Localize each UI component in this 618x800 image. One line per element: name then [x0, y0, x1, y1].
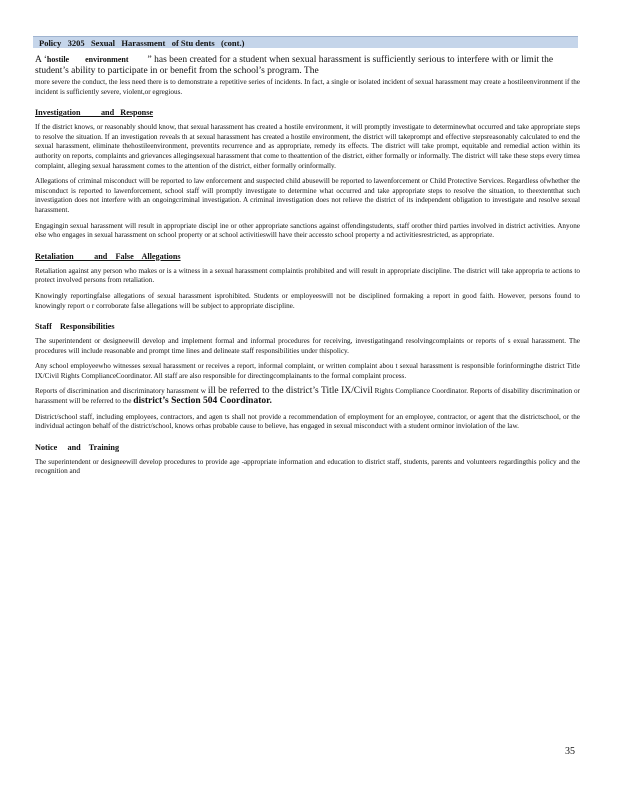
section-heading-notice: Notice and Training — [35, 442, 120, 452]
retaliation-paragraph-1: Retaliation against any person who makes or is a witness in a sexual harassment complaintis prohibited and will result in appropriate discipline. The district will take appropria te actions to protect involved persons from retaliation. — [35, 266, 580, 285]
reports-text-2: ill be referred to the district’s Title IX/Civil — [207, 386, 373, 397]
reports-text-1: Reports of discrimination and discriminatory harassment w — [35, 387, 206, 396]
section-heading-investigation: Investigation and Response — [35, 108, 154, 118]
staff-paragraph-1: The superintendent or designeewill develop and implement formal and informal procedures for receiving, investigatingand resolvingcomplaints or reports of s exual harassment. The procedures will include reasonable and prompt time lines and delineate staff responsibilities under thispolicy. — [35, 337, 580, 355]
investigation-paragraph-1: If the district knows, or reasonably should know, that sexual harassment has created a hostile environment, it will promptly investigate to determinewhat occurred and take appropriate steps to resolve the situation. If an investigation reveals th at sexual harassment has created a hostile environment, the district will takeprompt and effective stepsreasonably calculated to end the sexual harassment, eliminate thehostileenvironment, preventits recurrence and as appropriate, remedy its effects. The district will take prompt, equitable and remedial action within its authority on reports, complaints and grievances allegingsexual harassment that come to theattention of the district, either formally or informally. The district will take these steps every timea complaint, alleging sexual harassment comes to the attention of the district, either formally orinformally. — [35, 123, 580, 170]
intro-lead-rest: ” has been created for a student when sexual harassment is sufficiently serious to interfere with or limit the student’s ability to participate in or benefit from the school’s program. The — [35, 55, 556, 76]
intro-paragraph: more severe the conduct, the less need there is to demonstrate a repetitive series of incidents. In fact, a single or isolated incident of sexual harassment may create a hostileenvironment if the incident is sufficiently severe, violent,or egregious. — [35, 78, 580, 96]
intro-lead — [35, 54, 580, 77]
policy-header: Policy 3205 Sexual Harassment of Stu dents (cont.) — [33, 36, 578, 48]
reports-paragraph — [35, 387, 580, 406]
investigation-paragraph-3: Engagingin sexual harassment will result in appropriate discipl ine or other appropriate sanctions against offendingstudents, staff orother third parties involved in district activities. Anyone else who engages in sexual harassment on school property or at school activitieswill have their accessto school property a nd activitiesrestricted, as appropriate. — [35, 221, 580, 240]
reports-text-4: district’s Section 504 Coordinator. — [133, 396, 272, 407]
intro-lead-prefix: A ‘ — [35, 55, 47, 65]
notice-paragraph: The superintendent or designeewill develop procedures to provide age -appropriate information and education to district staff, students, parents and volunteers regardingthis policy and the recognition and — [35, 457, 580, 476]
document-body — [35, 54, 580, 483]
section-heading-staff: Staff Responsibilities — [35, 322, 115, 332]
retaliation-paragraph-2: Knowingly reportingfalse allegations of sexual harassment isprohibited. Students or employeeswill not be disciplined formaking a report in good faith. However, persons found to knowingly report o r corroborate false allegations will be subject to appropriate discipline. — [35, 291, 580, 310]
district-paragraph: District/school staff, including employees, contractors, and agen ts shall not provide a recommendation of employment for an employee, contractor, or agent that the districtschool, or the individual actingon behalf of the district/school, knows orhas probable cause to believe, has engaged in sexual misconduct with a student orminor inviolation of the law. — [35, 412, 580, 431]
staff-paragraph-2: Any school employeewho witnesses sexual harassment or receives a report, informal complaint, or written complaint abou t sexual harassment is responsible forinformingthe district Title IX/Civil Rights ComplianceCoordinator. All staff are also responsible for directingcomplainants to the formal complaint process. — [35, 362, 580, 380]
intro-lead-bold: hostile environment — [46, 55, 129, 64]
page-number: 35 — [565, 746, 575, 757]
investigation-paragraph-2: Allegations of criminal misconduct will be reported to law enforcement and suspected child abusewill be reported to lawenforcement or Child Protective Services. Regardless ofwhether the misconduct is reported to lawenforcement, school staff will promptly investigate to determine what occurred and take appropriate steps to resolve the situation, to theextentthat such investigation does not interfere with an ongoingcriminal investigation. A criminal investigation does not relieve the district of its independent obligation to investigate and resolve sexual harassment. — [35, 177, 580, 214]
section-heading-retaliation: Retaliation and False Allegations — [35, 251, 181, 261]
reports-text-3: Rights Compliance Coordinator. Reports of disability discrimination or harassment will be referred to the — [35, 387, 580, 406]
